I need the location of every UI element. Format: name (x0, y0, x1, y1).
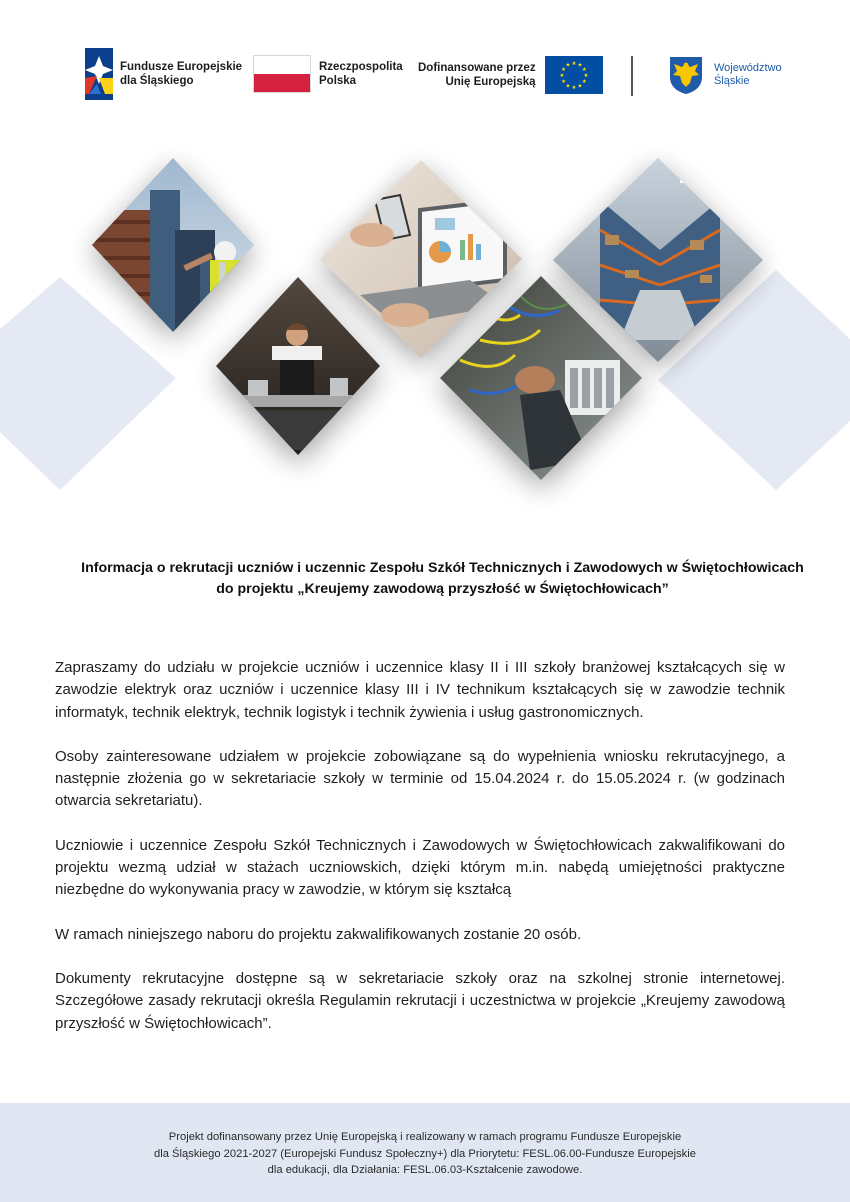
pl-logo-line1: Rzeczpospolita (319, 61, 403, 73)
silesian-eagle-crest-icon (668, 55, 704, 95)
photo-container-port (90, 155, 260, 340)
svg-text:★: ★ (571, 85, 577, 91)
footer-line2: dla Śląskiego 2021-2027 (Europejski Fundusz Społeczny+) dla Priorytetu: FESL.06.00-Fundusze Europejskie (154, 1147, 696, 1160)
wojewodztwo-slaskie-logo (668, 55, 782, 95)
pl-logo-line2: Polska (319, 75, 357, 87)
svg-text:★: ★ (565, 62, 571, 69)
footer-line1: Projekt dofinansowany przez Unię Europejską i realizowany w ramach programu Fundusze Europejskie (168, 1131, 682, 1143)
footer-text (0, 1129, 850, 1179)
fe-star-icon (85, 48, 113, 100)
svg-text:★: ★ (581, 79, 587, 85)
svg-text:★: ★ (565, 83, 571, 90)
polish-flag-icon (253, 55, 311, 93)
eu-cofinanced-logo (418, 56, 603, 94)
eu-logo-line1: Dofinansowane przez (418, 62, 536, 74)
footer-line3: dla edukacji, dla Działania: FESL.06.03-Kształcenie zawodowe. (267, 1164, 583, 1176)
logo-bar (0, 0, 850, 130)
fe-logo-line1: Fundusze Europejskie (120, 61, 243, 73)
svg-text:★: ★ (581, 67, 587, 73)
svg-text:★: ★ (577, 62, 583, 69)
document-title (40, 558, 810, 600)
fe-logo-line2: dla Śląskiego (120, 75, 194, 87)
svg-text:★: ★ (560, 67, 566, 73)
svg-text:★: ★ (560, 79, 566, 85)
svg-text:★: ★ (559, 73, 565, 79)
paragraph-documents: Dokumenty rekrutacyjne dostępne są w sekretariacie szkoły oraz na szkolnej stronie internetowej. Szczegółowe zasady rekrutacji określa Regulamin rekrutacji i uczestnictwa w projekcie „Kreujemy zawodową przyszłość w Świętochłowicach”. (55, 969, 785, 1032)
svg-text:★: ★ (571, 61, 577, 67)
document-body (55, 657, 785, 1057)
hero-photo-collage (0, 140, 850, 520)
svg-text:★: ★ (577, 83, 583, 90)
svg-text:★: ★ (583, 73, 589, 79)
footer (0, 1103, 850, 1202)
paragraph-application: Osoby zainteresowane udziałem w projekcie zobowiązane są do wypełnienia wniosku rekrutacyjnego, a następnie złożenia go w sekretariacie szkoły w terminie od 15.04.2024 r. do 15.05.2024 r. (w godzinach otwarcia sekretariatu). (55, 747, 785, 810)
sl-logo-line2: Śląskie (714, 75, 750, 87)
rzeczpospolita-logo (253, 55, 403, 93)
paragraph-internships: Uczniowie i uczennice Zespołu Szkół Technicznych i Zawodowych w Świętochłowicach zakwalifikowani do projektu wezmą udział w stażach uczniowskich, dzięki którym m.in. nabędą umiejętności praktyczne niezbędne do wykonywania pracy w zawodzie, w którym się kształcą (55, 836, 785, 899)
logo-divider (631, 56, 633, 96)
fundusze-europejskie-logo (85, 48, 242, 100)
eu-flag-icon (545, 56, 603, 94)
title-line2: do projektu „Kreujemy zawodową przyszłość w Świętochłowicach” (216, 581, 669, 597)
paragraph-invitation: Zapraszamy do udziału w projekcie uczniów i uczennice klasy II i III szkoły branżowej kształcących się w zawodzie elektryk oraz uczniów i uczennice klasy III i IV technikum kształcących się w zawodzie technik informatyk, technik elektryk, technik logistyk i technik żywienia i usług gastronomicznych. (55, 659, 785, 721)
sl-logo-line1: Województwo (714, 62, 782, 74)
eu-logo-line2: Unię Europejską (445, 76, 536, 88)
paragraph-participants: W ramach niniejszego naboru do projektu zakwalifikowanych zostanie 20 osób. (55, 925, 582, 943)
title-line1: Informacja o rekrutacji uczniów i uczennic Zespołu Szkół Technicznych i Zawodowych w Świętochłowicach (81, 560, 804, 576)
